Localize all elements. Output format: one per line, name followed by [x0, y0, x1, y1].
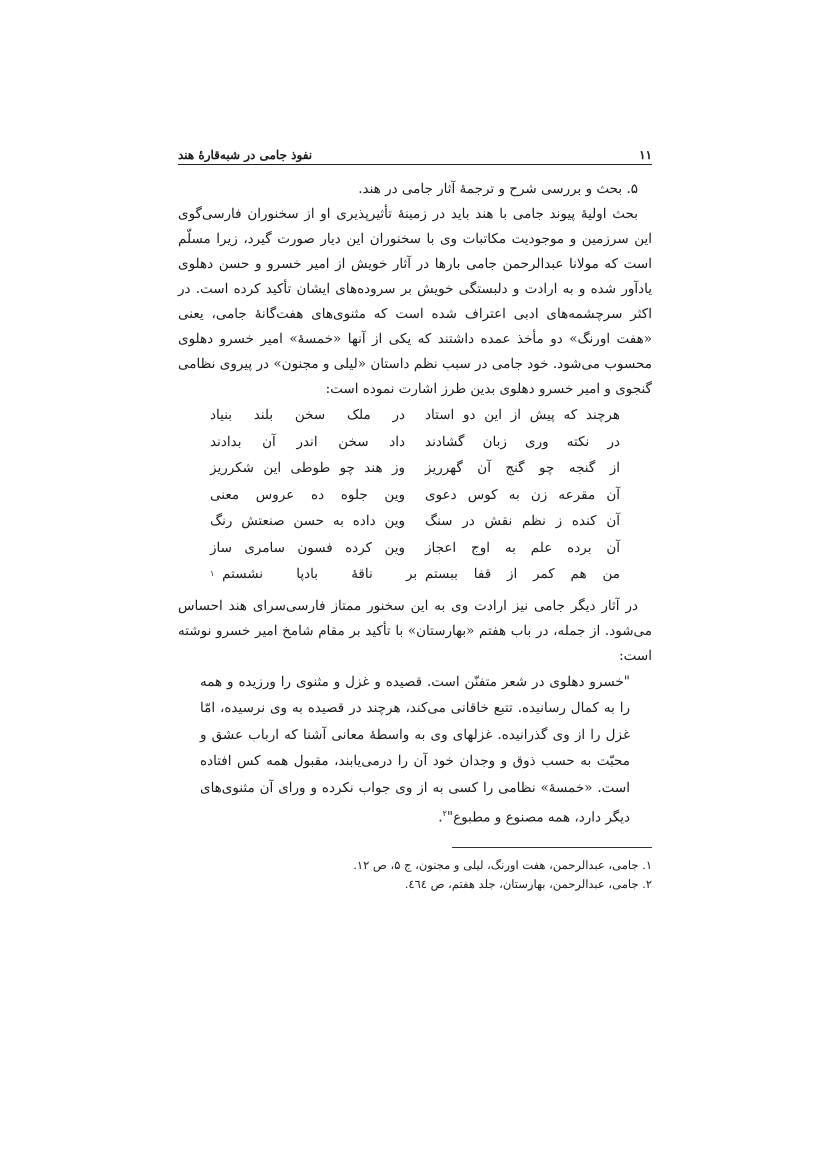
paragraph-intro: بحث اولیۀ پیوند جامی با هند باید در زمینۀ تأثیرپذیری او از سخنوران فارسی‌گوی این سرزمین و موجودیت مکاتبات وی با سخنوران این دیار صورت گیرد، زیرا مسلّم است که مولانا عبدالرحمن جامی بارها در آثار خویش از امیر خسرو و حسن دهلوی یادآور شده و به ارادت و دلبستگی خویش بر سروده‌های ایشان تأکید کرده است. در اکثر سرچشمه‌های ادبی اعتراف شده است که مثنوی‌های هفت‌گانۀ جامی، یعنی «هفت اورنگ» دو مأخذ عمده داشتند که یکی از آنها «خمسۀ» امیر خسرو دهلوی محسوب می‌شود. خود جامی در سبب نظم داستان «لیلی و مجنون» در پیروی نظامی گنجوی و امیر خسرو دهلوی بدین طرز اشارت نموده است:: [178, 206, 652, 397]
hemistich-first: هرچند که پیش از این دو استاد: [425, 407, 620, 423]
poem-verse: [210, 482, 620, 509]
hemistich-first: از گنجه چو گنج آن گهرریز: [425, 460, 620, 476]
poem-verse: [210, 508, 620, 535]
poem-verse: [210, 429, 620, 456]
block-quote: "خسرو دهلوی در شعر متفنّن است. قصیده و غزل و مثنوی را ورزیده و همه را به کمال رسانیده. تتبع خاقانی می‌کند، هرچند در قصیده به وی نرسیده، امّا غزل را از وی گذرانیده. غزلهای وی به واسطۀ معانی آشنا که ارباب عشق و محبّت به حسب ذوق و وجدان خود آن را درمی‌یابند، مقبول همه کس افتاده است. «خمسۀ» نظامی را کسی به از وی جواب نکرده و ورای آن مثنوی‌های دیگر دارد، همه مصنوع و مطبوع"$^۲$.: [200, 673, 630, 826]
quote-text: "خسرو دهلوی در شعر متفنّن است. قصیده و غزل و مثنوی را ورزیده و همه را به کمال رسانیده. تتبع خاقانی می‌کند، هرچند در قصیده به وی نرسیده، امّا غزل را از وی گذرانیده. غزلهای وی به واسطۀ معانی آشنا که ارباب عشق و محبّت به حسب ذوق و وجدان خود آن را درمی‌یابند، مقبول همه کس افتاده است. «خمسۀ» نظامی را کسی به از وی جواب نکرده و ورای آن مثنوی‌های دیگر دارد، همه مصنوع و مطبوع": [200, 673, 630, 826]
poem-verse: [210, 535, 620, 562]
main-text: [178, 177, 652, 402]
footnote-divider: [452, 847, 652, 848]
poem-verse: [210, 455, 620, 482]
hemistich-second: وین داده به حسن صنعتش رنگ: [210, 513, 405, 529]
hemistich-second: وز هند چو طوطی این شکرریز: [210, 460, 405, 476]
poem-verse: [210, 402, 620, 429]
running-title: نفوذ جامی در شبه‌قارۀ هند: [178, 148, 313, 162]
hemistich-second: در ملک سخن بلند بنیاد: [210, 407, 405, 423]
list-item-5: ۵. بحث و بررسی شرح و ترجمۀ آثار جامی در هند.: [358, 181, 638, 197]
footnote-1: ۱. جامی، عبدالرحمن، هفت اورنگ، لیلی و مجنون، ج ۵، ص ۱۲.: [353, 858, 652, 872]
running-header: [178, 138, 652, 165]
poem-verse: [210, 561, 620, 588]
footnote-ref-1: ۱: [210, 569, 215, 578]
paragraph-baharestan: در آثار دیگر جامی نیز ارادت وی به این سخنور ممتاز فارسی‌سرای هند احساس می‌شود. از جمله، در باب هفتم «بهارستان» با تأکید بر مقام شامخ امیر خسرو نوشته است:: [178, 597, 652, 664]
hemistich-first: آن کنده ز نظم نقش در سنگ: [425, 513, 620, 529]
hemistich-first: آن مقرعه زن به کوس دعوی: [425, 486, 620, 503]
page-number: ۱۱: [639, 148, 652, 162]
hemistich-first: آن برده علم به اوج اعجاز: [425, 539, 620, 556]
hemistich-first: من هم کمر از قفا ببستم: [425, 566, 620, 582]
hemistich-second: وین جلوه ده عروس معنی: [210, 486, 405, 503]
footnote-ref-2: ۲: [442, 809, 447, 818]
hemistich-second: بر ناقۀ بادپا نشستم: [222, 566, 418, 582]
hemistich-first: در نکته وری زبان گشادند: [425, 433, 620, 450]
book-page: [178, 138, 652, 938]
hemistich-second: وین کرده فسون سامری ساز: [210, 539, 405, 556]
poem-block: [210, 402, 620, 588]
hemistich-second: داد سخن اندر آن بدادند: [210, 433, 405, 450]
footnote-2: ۲. جامی، عبدالرحمن، بهارستان، جلد هفتم، ص ٤٦٤.: [404, 877, 652, 891]
footnotes: [178, 856, 652, 894]
main-text-2: [178, 594, 652, 669]
